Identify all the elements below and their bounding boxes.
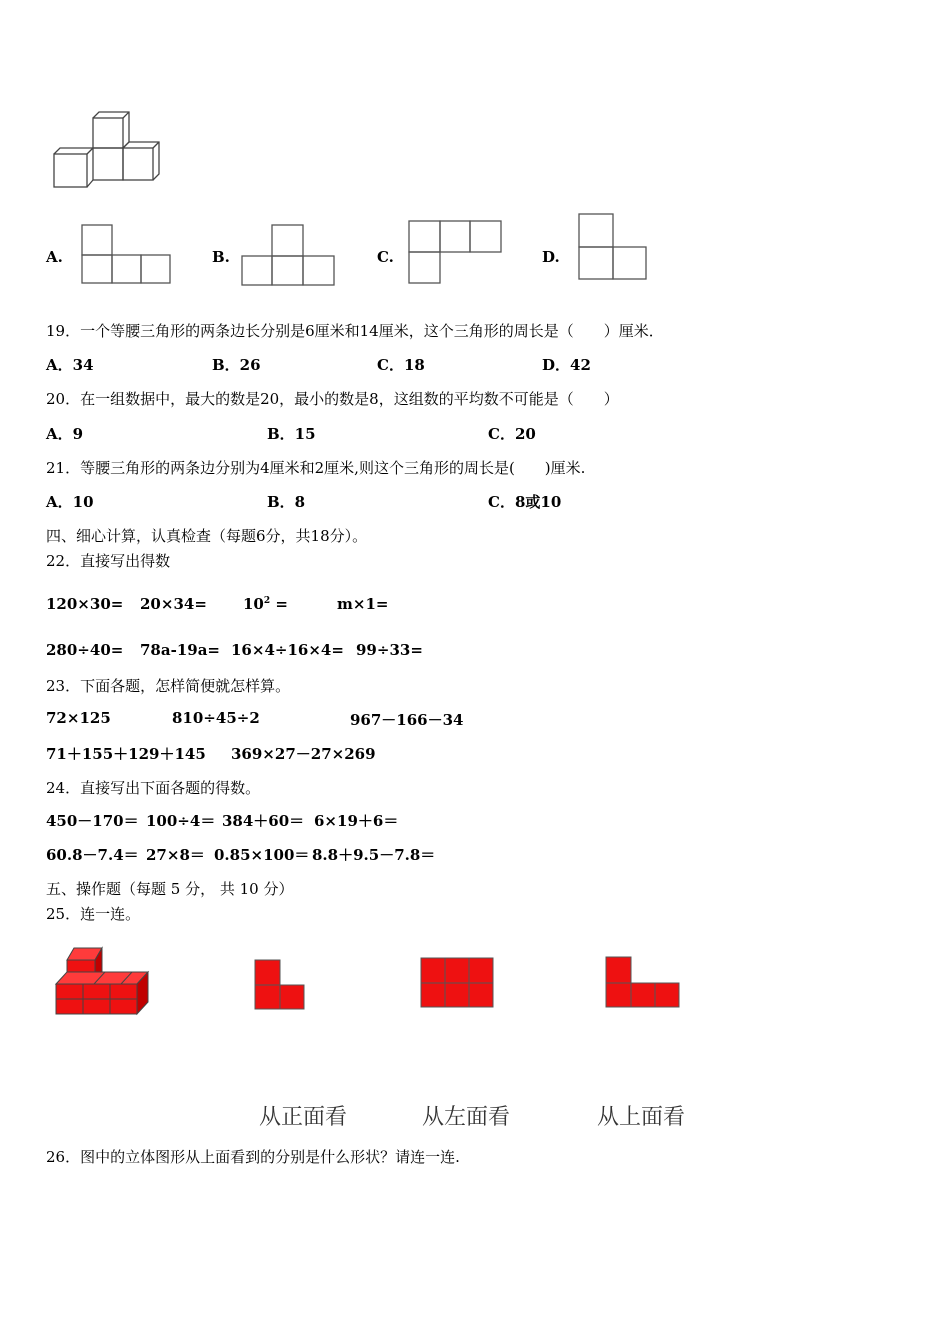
q19-option-d[interactable]: D．42	[542, 356, 591, 374]
option-d-view-figure	[577, 212, 649, 282]
calc-item: 967－166－34	[350, 711, 464, 729]
question-22-text: 22．直接写出得数	[46, 552, 171, 570]
red-cube-solid-figure	[52, 944, 152, 1018]
q21-option-b[interactable]: B．8	[267, 493, 306, 511]
q19-option-c[interactable]: C．18	[377, 356, 425, 374]
calc-item: 100÷4＝	[146, 812, 216, 830]
option-c-view-figure	[407, 219, 503, 285]
q20-option-b[interactable]: B．15	[267, 425, 316, 443]
q19-option-a[interactable]: A．34	[46, 356, 94, 374]
calc-item: 810÷45÷2	[172, 709, 260, 727]
calc-item: 450－170＝	[46, 812, 139, 830]
cube-stack-figure	[50, 108, 170, 193]
calc-item: 369×27－27×269	[231, 745, 376, 763]
view-label-left: 从左面看	[422, 1105, 511, 1130]
calc-item: 60.8－7.4＝	[46, 846, 139, 864]
calc-item: 78a-19a=	[140, 641, 220, 659]
q20-option-a[interactable]: A．9	[46, 425, 84, 443]
option-b-view-figure	[240, 223, 336, 287]
left-view-shape-figure	[420, 957, 496, 1009]
front-view-shape-figure	[254, 959, 306, 1011]
question-26-text: 26．图中的立体图形从上面看到的分别是什么形状？请连一连.	[46, 1148, 460, 1166]
calc-item: 27×8＝	[146, 846, 205, 864]
calc-item: 120×30=	[46, 595, 124, 613]
calc-item: m×1=	[337, 595, 389, 613]
view-label-front: 从正面看	[259, 1105, 348, 1130]
view-label-top: 从上面看	[597, 1105, 686, 1130]
calc-item: 99÷33=	[356, 641, 423, 659]
question-24-text: 24．直接写出下面各题的得数。	[46, 779, 261, 797]
section-4-title: 四、细心计算，认真检查（每题6分，共18分）。	[46, 527, 368, 545]
calc-item: 280÷40=	[46, 641, 124, 659]
top-view-shape-figure	[605, 956, 681, 1010]
option-a-view-figure	[80, 223, 172, 285]
calc-item: 16×4÷16×4=	[231, 641, 344, 659]
calc-item: 384＋60＝	[222, 812, 305, 830]
section-5-title: 五、操作题（每题 5 分， 共 10 分）	[46, 880, 294, 898]
calc-item: 20×34=	[140, 595, 207, 613]
calc-item: 72×125	[46, 709, 111, 727]
option-a-label[interactable]: A.	[46, 248, 63, 266]
q21-option-a[interactable]: A．10	[46, 493, 94, 511]
question-21-text: 21．等腰三角形的两条边分别为4厘米和2厘米,则这个三角形的周长是( )厘米.	[46, 459, 586, 477]
q20-option-c[interactable]: C．20	[488, 425, 536, 443]
option-d-label[interactable]: D.	[542, 248, 560, 266]
option-c-label[interactable]: C.	[377, 248, 394, 266]
q21-option-c[interactable]: C．8或10	[488, 493, 562, 511]
calc-item: 8.8＋9.5－7.8＝	[312, 846, 436, 864]
calc-item: 6×19＋6＝	[314, 812, 399, 830]
calc-item: 0.85×100＝	[214, 846, 310, 864]
calc-item: 71＋155＋129＋145	[46, 745, 206, 763]
question-20-text: 20．在一组数据中，最大的数是20，最小的数是8，这组数的平均数不可能是（ ）	[46, 390, 619, 408]
calc-item-power: $10^2$ =	[243, 595, 288, 613]
q19-option-b[interactable]: B．26	[212, 356, 261, 374]
option-b-label[interactable]: B.	[212, 248, 230, 266]
question-25-text: 25．连一连。	[46, 905, 141, 923]
question-19-text: 19．一个等腰三角形的两条边长分别是6厘米和14厘米，这个三角形的周长是（ ）厘米．	[46, 322, 664, 340]
question-23-text: 23．下面各题，怎样简便就怎样算。	[46, 677, 291, 695]
